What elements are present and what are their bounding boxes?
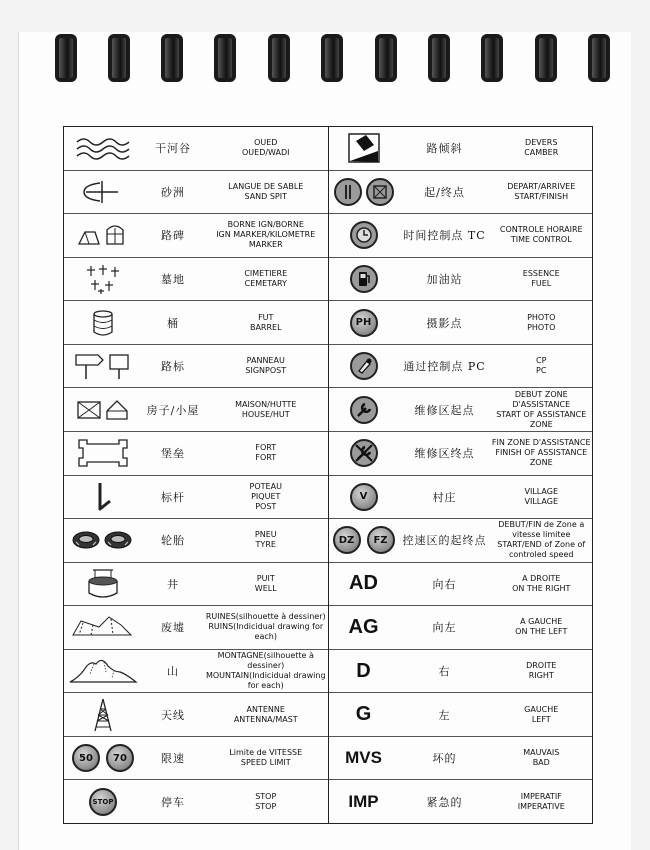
chinese-label: 起/终点 [424,185,465,199]
depart-arrive-icon [333,177,395,207]
french-english-label [491,487,593,507]
chinese-label: 井 [167,577,179,591]
label-line: DROITE [526,661,557,671]
chinese-label: 房子/小屋 [146,403,200,417]
symbol-row [329,737,593,781]
chinese-label: 废墟 [161,621,185,635]
roadbook-abbreviation: G [355,703,372,726]
roadbook-abbreviation: D [356,659,371,682]
french-english-label [204,313,328,333]
fort-icon [75,436,131,470]
label-line: RUINS(Indicidual drawing for each) [208,622,324,642]
french-english-label [204,269,328,289]
label-line: VILLAGE [524,486,558,496]
symbol-row [64,432,328,476]
label-line: Limite de VITESSE [229,748,303,758]
symbol-row [329,388,593,432]
label-line: ON THE RIGHT [512,583,571,593]
french-english-label [204,443,328,463]
french-english-label [204,482,328,512]
label-line: FUT [258,312,274,322]
label-line: MONTAGNE(silhouette à dessiner) [217,651,314,671]
french-english-label [204,356,328,376]
label-line: GAUCHE [524,704,559,714]
binding-ring [428,34,450,82]
label-line: HOUSE/HUT [241,409,290,419]
label-line: PIQUET [251,491,281,501]
label-line: LEFT [531,714,551,724]
label-line: OUED [254,138,278,148]
chinese-label: 桶 [167,316,179,330]
chinese-label: 时间控制点 TC [403,229,486,243]
barrel-icon [88,308,118,338]
symbol-row [64,214,328,258]
photo-icon: PH [350,309,378,337]
symbol-row [64,519,328,563]
chinese-label: 标杆 [161,490,185,504]
assistance-end-icon [349,438,379,468]
ruins-icon [71,613,135,641]
label-line: A GAUCHE [520,617,563,627]
symbol-cell [329,660,399,683]
symbol-row [329,345,593,389]
french-english-label [204,651,328,691]
speed-limit-icon: 70 [106,744,134,772]
chinese-label: 轮胎 [161,534,185,548]
label-line: FINISH OF ASSISTANCE ZONE [495,448,588,468]
label-line: PNEU [254,530,277,540]
label-line: PC [536,366,547,376]
french-english-label [491,792,593,812]
symbol-row [329,258,593,302]
french-english-label [204,138,328,158]
label-line: CONTROLE HORAIRE [499,225,583,235]
label-line: POTEAU [249,481,282,491]
chinese-label: 紧急的 [426,795,463,809]
label-line: CEMETARY [244,278,287,288]
label-line: POST [255,501,277,511]
french-english-label [491,313,593,333]
symbol-row [64,693,328,737]
mountain-icon [68,656,138,686]
label-line: MAISON/HUTTE [235,399,297,409]
label-line: ON THE LEFT [515,627,568,637]
label-line: VILLAGE [524,496,558,506]
label-line: FIN ZONE D'ASSISTANCE [491,438,591,448]
kilometre-marker-icon [75,222,131,248]
symbol-row [64,563,328,607]
symbol-row [329,563,593,607]
label-line: SIGNPOST [245,366,287,376]
label-line: CIMETIERE [244,268,288,278]
symbol-cell [329,133,399,163]
french-english-label [491,705,593,725]
symbol-cell [64,613,142,641]
symbol-cell [64,744,142,772]
roadbook-abbreviation: AD [349,572,378,595]
french-english-label [204,748,328,768]
label-line: IMPERATIF [520,791,562,801]
well-icon [83,568,123,600]
roadbook-abbreviation: AG [348,615,379,638]
fuel-icon [349,264,379,294]
speed-zone-icon: FZ [367,526,395,554]
label-line: OUED/WADI [241,148,290,158]
label-line: PANNEAU [246,356,285,366]
symbol-row [64,301,328,345]
symbol-row [64,127,328,171]
chinese-label: 路标 [161,360,185,374]
symbol-row [64,737,328,781]
chinese-label: 右 [438,665,451,679]
symbol-cell [64,397,142,423]
village-icon: V [350,483,378,511]
chinese-label: 停车 [161,795,185,809]
roadbook-symbol-table [63,126,593,824]
label-line: A DROITE [522,573,561,583]
camber-icon [348,133,380,163]
symbol-cell [329,616,399,639]
french-english-label [491,574,593,594]
chinese-label: 路碑 [161,229,185,243]
label-line: PHOTO [527,312,556,322]
chinese-label: 摄影点 [426,316,463,330]
french-english-label [491,182,593,202]
binding-ring [321,34,343,82]
label-line: MOUNTAIN(Indicidual drawing for each) [205,671,326,691]
label-line: STOP [255,801,277,811]
symbol-row [64,780,328,823]
label-line: DEBUT/FIN de Zone a vitesse limitee [498,520,585,540]
french-english-label [491,617,593,637]
symbol-cell [329,572,399,595]
binding-ring [161,34,183,82]
binding-ring [535,34,557,82]
label-line: BORNE IGN/BORNE [227,220,304,230]
symbol-cell [329,703,399,726]
binding-ring [268,34,290,82]
symbol-row [64,606,328,650]
french-english-label [491,225,593,245]
symbol-cell [64,263,142,295]
chinese-label: 坏的 [432,752,457,766]
french-english-label [491,269,593,289]
symbol-cell [64,656,142,686]
roadbook-abbreviation: IMP [348,791,379,811]
french-english-label [491,520,593,560]
chinese-label: 维修区起点 [414,403,475,417]
binding-ring [108,34,130,82]
symbol-cell [64,308,142,338]
antenna-icon [88,697,118,733]
label-line: DEBUT ZONE D'ASSISTANCE [512,389,571,409]
symbol-row [329,301,593,345]
french-english-label [204,182,328,202]
house-hut-icon [75,397,131,423]
label-line: RUINES(silhouette à dessiner) [205,612,326,622]
french-english-label [204,612,328,642]
symbol-row [329,476,593,520]
label-line: RIGHT [528,671,554,681]
chinese-label: 路倾斜 [426,142,463,156]
symbol-cell [64,788,142,816]
symbol-cell [329,351,399,381]
french-english-label [204,574,328,594]
symbol-cell [329,220,399,250]
french-english-label [204,792,328,812]
symbol-cell [329,438,399,468]
symbol-row [329,432,593,476]
chinese-label: 堡垒 [161,447,185,461]
french-english-label [491,438,593,468]
symbol-row [64,345,328,389]
french-english-label [204,400,328,420]
symbol-row [329,214,593,258]
symbol-cell [329,748,399,768]
sand-spit-icon [78,179,128,205]
label-line: IGN MARKER/KILOMETRE MARKER [216,230,316,250]
symbol-cell [329,792,399,812]
label-line: SAND SPIT [244,191,288,201]
symbol-row [329,127,593,171]
label-line: SPEED LIMIT [240,758,291,768]
speed-zone-icon: DZ [333,526,361,554]
symbol-row [329,780,593,823]
label-line: PUIT [256,573,275,583]
label-line: FORT [255,443,277,453]
spiral-binding [0,0,650,80]
assistance-start-icon [349,395,379,425]
chinese-label: 通过控制点 PC [403,360,486,374]
symbol-cell [329,483,399,511]
label-line: BARREL [249,322,282,332]
binding-ring [214,34,236,82]
chinese-label: 砂洲 [161,185,185,199]
symbol-cell [64,528,142,552]
label-line: BAD [532,758,550,768]
french-english-label [491,138,593,158]
stop-icon: STOP [89,788,117,816]
chinese-label: 控速区的起终点 [402,534,487,548]
signpost-icon [72,351,134,381]
wadi-waves-icon [75,135,131,161]
binding-ring [588,34,610,82]
symbol-row [329,693,593,737]
label-line: STOP [255,791,277,801]
right-column [329,127,593,823]
chinese-label: 山 [167,665,179,679]
label-line: WELL [254,583,277,593]
speed-limit-icon: 50 [72,744,100,772]
post-icon [88,481,118,513]
french-english-label [491,390,593,430]
label-line: CAMBER [524,148,559,158]
chinese-label: 左 [438,708,451,722]
symbol-row [64,476,328,520]
symbol-cell [64,568,142,600]
label-line: DEVERS [525,138,558,148]
label-line: CP [536,356,547,366]
symbol-cell [64,481,142,513]
french-english-label [204,220,328,250]
binding-ring [481,34,503,82]
label-line: START OF ASSISTANCE ZONE [496,409,587,429]
symbol-cell [64,222,142,248]
chinese-label: 向右 [432,577,457,591]
symbol-cell [64,436,142,470]
chinese-label: 村庄 [432,490,457,504]
tyre-icon [71,528,135,552]
symbol-cell [329,395,399,425]
french-english-label [491,661,593,681]
symbol-cell [64,697,142,733]
symbol-row [329,650,593,694]
time-control-icon [349,220,379,250]
symbol-cell [329,309,399,337]
symbol-cell [329,177,399,207]
symbol-cell [64,135,142,161]
symbol-row [64,258,328,302]
control-point-icon [349,351,379,381]
label-line: TYRE [255,540,276,550]
french-english-label [491,356,593,376]
symbol-cell [64,351,142,381]
cemetery-icon [83,263,123,295]
symbol-row [329,171,593,215]
label-line: ANTENNE [246,704,285,714]
chinese-label: 维修区终点 [414,447,475,461]
symbol-row [329,519,593,563]
chinese-label: 向左 [432,621,457,635]
label-line: IMPERATIVE [517,801,565,811]
chinese-label: 加油站 [426,272,463,286]
binding-ring [375,34,397,82]
label-line: ANTENNA/MAST [233,714,298,724]
symbol-row [64,650,328,694]
symbol-cell [329,526,399,554]
label-line: LANGUE DE SABLE [228,181,304,191]
symbol-row [64,388,328,432]
label-line: TIME CONTROL [510,235,572,245]
label-line: MAUVAIS [523,748,560,758]
label-line: DEPART/ARRIVEE [507,181,576,191]
chinese-label: 干河谷 [155,142,191,156]
roadbook-abbreviation: MVS [345,748,382,768]
french-english-label [204,530,328,550]
label-line: FUEL [531,278,552,288]
label-line: PHOTO [527,322,556,332]
left-column [64,127,329,823]
symbol-cell [329,264,399,294]
chinese-label: 限速 [161,752,185,766]
french-english-label [204,705,328,725]
symbol-row [329,606,593,650]
label-line: ESSENCE [522,268,560,278]
french-english-label [491,748,593,768]
chinese-label: 墓地 [161,272,185,286]
binding-ring [55,34,77,82]
symbol-cell [64,179,142,205]
symbol-row [64,171,328,215]
label-line: START/FINISH [514,191,569,201]
label-line: START/END of Zone of controled speed [497,540,586,560]
label-line: FORT [255,453,277,463]
chinese-label: 天线 [161,708,185,722]
